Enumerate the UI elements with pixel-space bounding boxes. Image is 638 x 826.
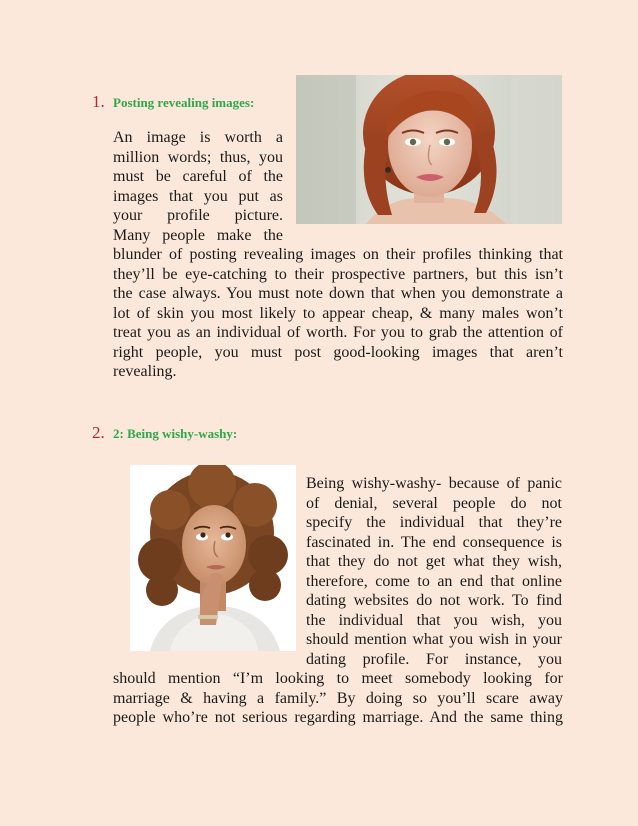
text-line: people who’re not serious regarding marriage. And the same thing [113,709,563,726]
text-line: must be careful of the [113,168,283,185]
text-line: right people, you must post good-looking images that aren’t [113,343,563,361]
section-2-number: 2. [92,423,105,442]
redhead-woman-photo [296,75,562,224]
text-line: lot of skin you most likely to appear cheap, & many males won’t [113,304,563,322]
section-2-heading: 2: Being wishy-washy: [113,426,238,441]
text-line: that they do not get what they wish, [306,553,562,570]
text-line: Many people make the [113,226,283,244]
text-line: Being wishy-washy- because of panic [306,475,562,492]
text-line: fascinated in. The end consequence is [306,533,562,551]
thinking-woman-photo [130,465,296,651]
text-line: the case always. You must note down that when you demonstrate a [113,285,563,302]
text-line: your profile picture. [113,207,283,224]
text-line: specify the individual that they’re [306,514,562,531]
text-line: should mention “I’m looking to meet somebody looking for [113,670,563,687]
text-line: the individual that you wish, you [306,611,562,629]
section-1-number: 1. [92,92,105,111]
section-2-text-full [113,669,563,728]
section-1-text-beside-image [113,128,283,245]
text-line: revealing. [113,363,177,380]
text-line: blunder of posting revealing images on their profiles thinking that [113,246,563,263]
text-line: of denial, several people do not [306,494,562,512]
section-1-text-full [113,245,563,382]
text-line: marriage & having a family.” By doing so you’ll scare away [113,689,563,707]
text-line: dating profile. For instance, you [306,650,562,668]
text-line: they’ll be eye-catching to their prospective partners, but this isn’t [113,265,563,283]
text-line: treat you as an individual of worth. For you to grab the attention of [113,324,563,341]
section-2-text-beside-image [306,474,562,669]
text-line: dating websites do not work. To find [306,592,562,609]
text-line: An image is worth a [113,129,283,146]
text-line: therefore, come to an end that online [306,572,562,590]
text-line: images that you put as [113,187,283,205]
section-1-heading: Posting revealing images: [113,95,255,110]
text-line: should mention what you wish in your [306,631,562,648]
text-line: million words; thus, you [113,148,283,166]
